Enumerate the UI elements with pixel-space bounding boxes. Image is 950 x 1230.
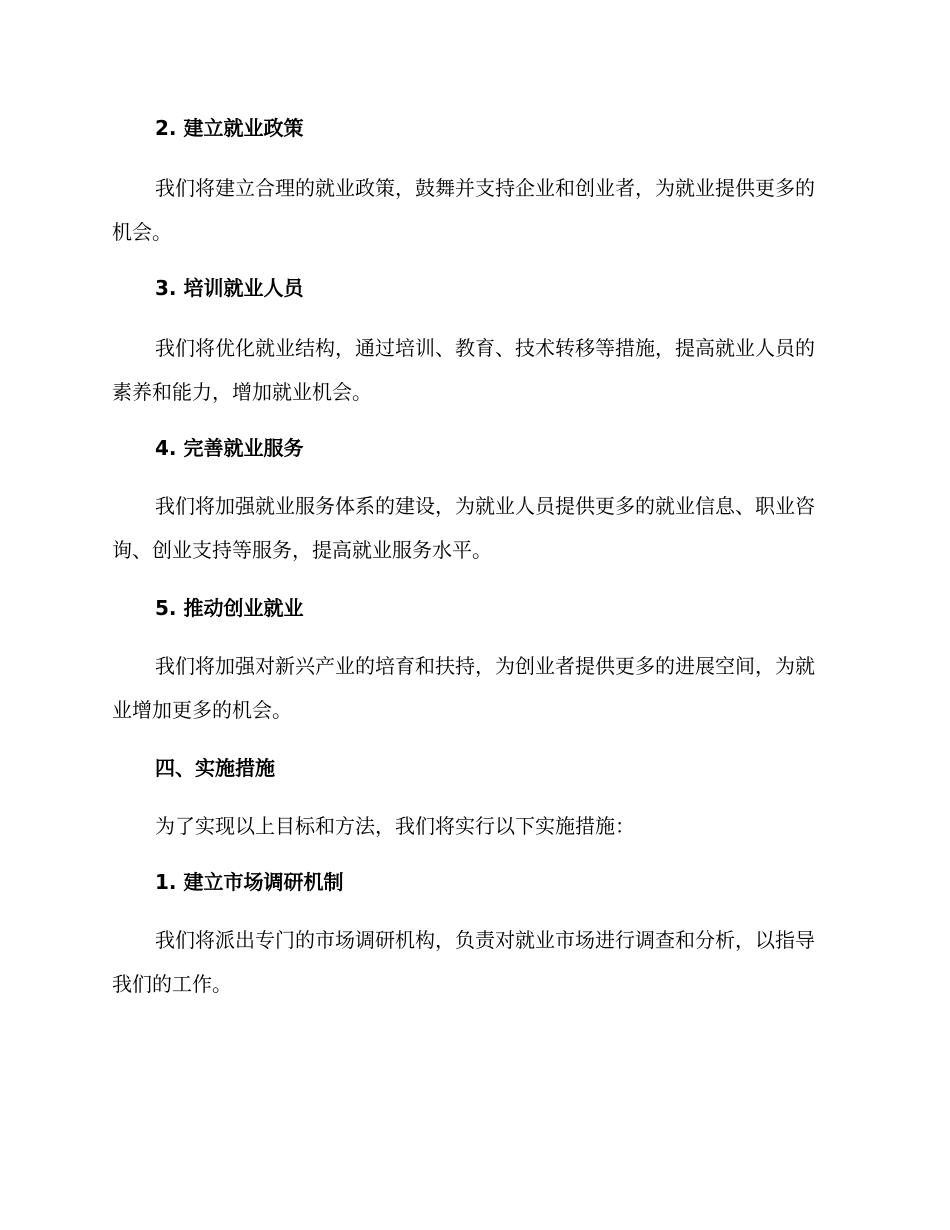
section-paragraph-employment-policy: 我们将建立合理的就业政策，鼓舞并支持企业和创业者，为就业提供更多的机会。 xyxy=(112,176,815,244)
section-heading-market-research: 1. 建立市场调研机制 xyxy=(155,870,344,894)
section-heading-entrepreneurship: 5. 推动创业就业 xyxy=(155,596,304,620)
section-paragraph-implementation-intro: 为了实现以上目标和方法，我们将实行以下实施措施： xyxy=(155,814,635,838)
section-heading-implementation-measures: 四、实施措施 xyxy=(155,756,275,780)
section-paragraph-employment-services: 我们将加强就业服务体系的建设，为就业人员提供更多的就业信息、职业咨询、创业支持等服务，提高就业服务水平。 xyxy=(112,494,815,562)
section-paragraph-entrepreneurship: 我们将加强对新兴产业的培育和扶持，为创业者提供更多的进展空间，为就业增加更多的机会。 xyxy=(112,654,815,722)
section-heading-training: 3. 培训就业人员 xyxy=(155,276,304,300)
section-heading-employment-policy: 2. 建立就业政策 xyxy=(155,116,304,140)
section-heading-employment-services: 4. 完善就业服务 xyxy=(155,436,304,460)
section-paragraph-market-research: 我们将派出专门的市场调研机构，负责对就业市场进行调查和分析，以指导我们的工作。 xyxy=(112,928,815,996)
section-paragraph-training: 我们将优化就业结构，通过培训、教育、技术转移等措施，提高就业人员的素养和能力，增加就业机会。 xyxy=(112,336,815,404)
